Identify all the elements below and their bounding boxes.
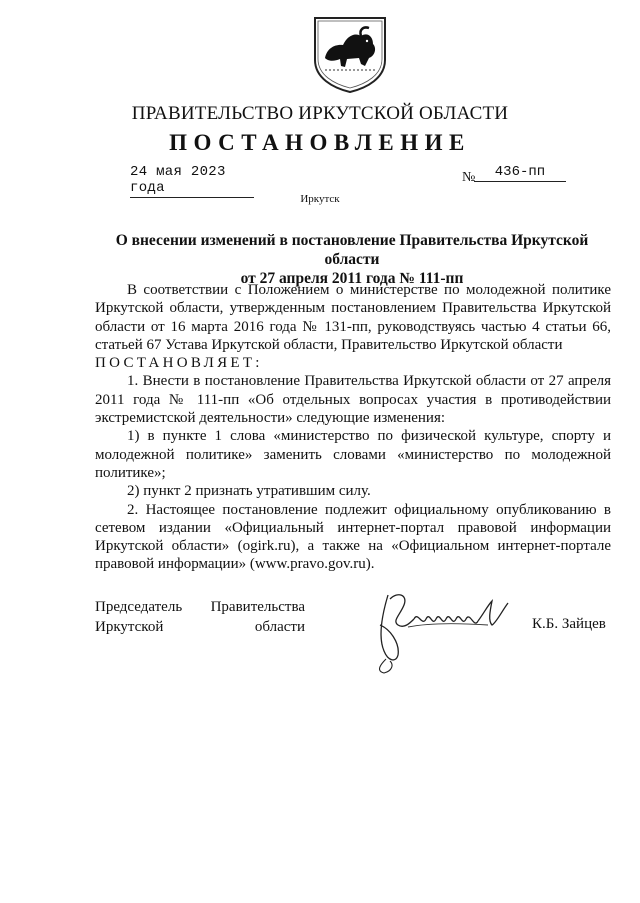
position-word-4: области xyxy=(254,619,305,635)
document-type-title: ПОСТАНОВЛЕНИЕ xyxy=(169,130,471,155)
signatory-name: К.Б. Зайцев xyxy=(532,616,606,632)
title-line-2: от 27 апреля 2011 года № 111-пп xyxy=(240,270,464,287)
title-line-1: О внесении изменений в постановление Правительства Иркутской области xyxy=(115,232,589,268)
decree-word: ПОСТАНОВЛЯЕТ: xyxy=(95,355,263,372)
document-body xyxy=(95,281,611,574)
item-2-paragraph: 2. Настоящее постановление подлежит официальному опубликованию в сетевом издании «Официальный интернет-портал правовой информации Иркутской области» (ogirk.ru), а также на «Официальном интернет-портале правовой информации» (www.pravo.gov.ru). xyxy=(95,501,611,573)
item-1-subitem-1: 1) в пункте 1 слова «министерство по физической культуре, спорту и молодежной политике» заменить словами «министерство по молодежной политике»; xyxy=(95,428,611,481)
document-number: 436-пп xyxy=(474,164,566,182)
position-word-3: Иркутской xyxy=(95,619,164,635)
government-name: ПРАВИТЕЛЬСТВО ИРКУТСКОЙ ОБЛАСТИ xyxy=(131,103,509,124)
document-date: 24 мая 2023 года xyxy=(130,164,254,198)
preamble-paragraph: В соответствии с Положением о министерстве по молодежной политике Иркутской области, утвержденным постановлением Правительства Иркутской области от 16 марта 2016 года № 131-пп, руководствуясь частью 4 статьи 66, статьей 67 Устава Иркутской области, Правительство Иркутской области xyxy=(95,282,611,353)
position-word-1: Председатель xyxy=(95,599,183,615)
document-title xyxy=(92,231,612,288)
signatory-position xyxy=(95,597,305,637)
handwritten-signature-icon xyxy=(368,585,528,675)
item-1-subitem-2: 2) пункт 2 признать утратившим силу. xyxy=(127,483,371,500)
city-name: Иркутск xyxy=(300,193,340,205)
number-sign: № xyxy=(462,170,476,185)
item-1-paragraph: 1. Внести в постановление Правительства Иркутской области от 27 апреля 2011 года № 111-пп «Об отдельных вопросах участия в противодействии экстремистской деятельности» следующие изменения: xyxy=(95,373,611,427)
coat-of-arms-icon xyxy=(311,14,389,94)
position-word-2: Правительства xyxy=(210,599,305,615)
